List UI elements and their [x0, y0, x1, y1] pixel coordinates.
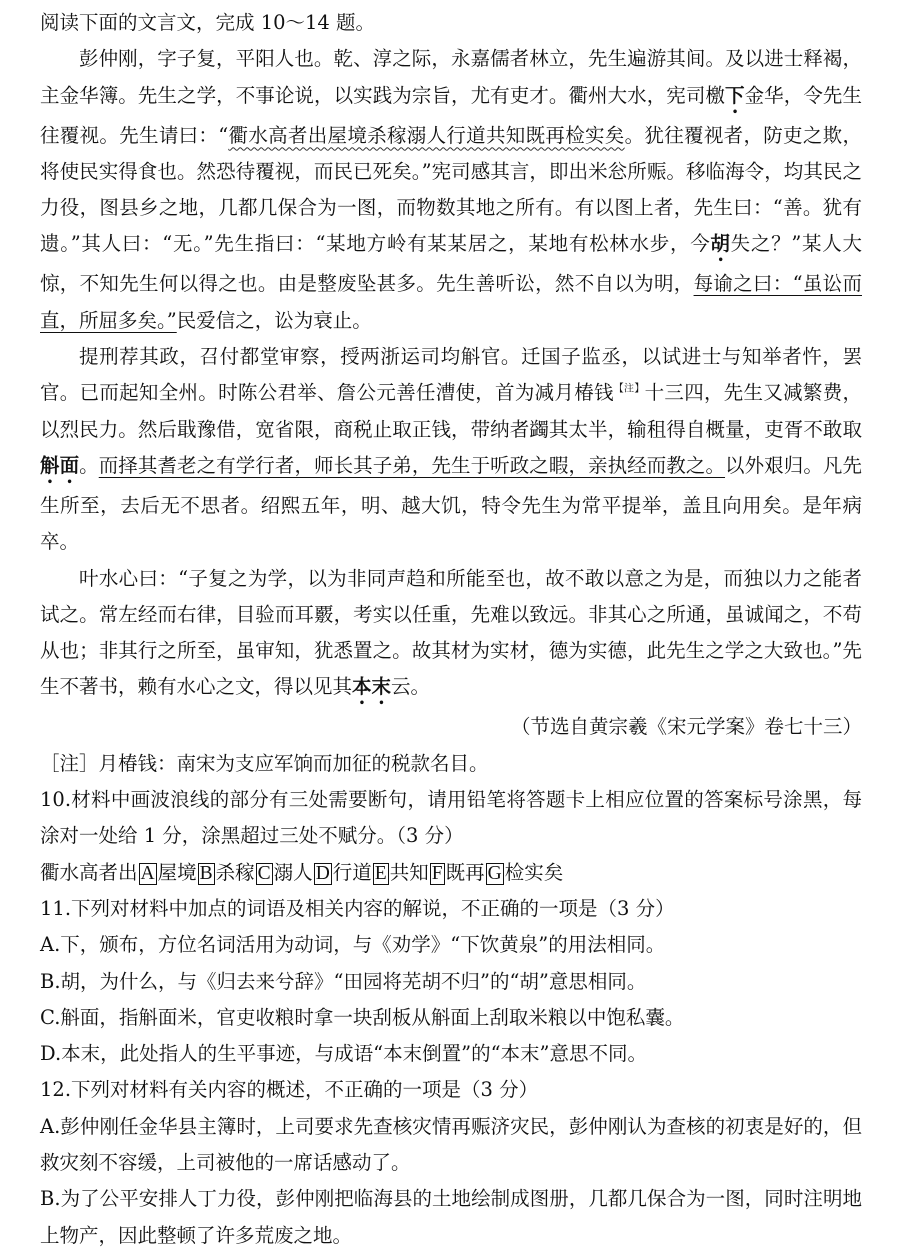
passage-paragraph-1: [40, 41, 862, 339]
answer-box-g[interactable]: G: [487, 862, 502, 884]
question-11-stem: 11.下列对材料中加点的词语及相关内容的解说，不正确的一项是（3 分）: [40, 896, 675, 920]
p1-text-a: 彭仲刚，字子复，平阳人也。乾、淳之际，永嘉儒者林立，先生遍游其间。及以进士释褐，主金华簿。先生之学，不事论说，以实践为宗旨，尤有吏才。衢州大水，宪司檄: [40, 47, 862, 107]
question-11-option-c: C.斛面，指斛面米，官吏收粮时拿一块刮板从斛面上刮取米粮以中饱私囊。: [40, 1005, 685, 1029]
question-12-option-a: A.彭仲刚任金华县主簿时，上司要求先查核灾情再赈济灾民，彭仲刚认为查核的初衷是好的，但救灾刻不容缓，上司被他的一席话感动了。: [40, 1114, 862, 1175]
dotted-word-benmo: 本末: [352, 675, 392, 699]
p2-text-c: 。: [79, 453, 99, 477]
question-11-option-b: B.胡，为什么，与《归去来兮辞》“田园将芜胡不归”的“胡”意思相同。: [40, 969, 647, 993]
underlined-sentence-1: 每谕之曰：“虽讼而直，所屈多矣。”: [40, 272, 862, 332]
p2-text-a: 提刑荐其政，召付都堂审察，授两浙运司均斛官。迁国子监丞，以试进士与知举者忤，罢官。已而起知全州。时陈公君举、詹公元善任漕使，首为减月椿钱: [40, 345, 862, 405]
dotted-word-hu: 胡: [710, 232, 731, 256]
passage-paragraph-2: [40, 339, 862, 560]
reading-instruction: 阅读下面的文言文，完成 10～14 题。: [40, 11, 376, 34]
answer-box-e[interactable]: E: [374, 862, 387, 884]
answer-box-d[interactable]: D: [315, 862, 330, 884]
p2-text-d: 以外艰归。凡先生所至，去后无不思者。绍熙五年，明、越大饥，特令先生为常平提举，盖且向用矣。是年病卒。: [40, 453, 862, 554]
segment: 既再: [445, 860, 485, 884]
exam-page: [40, 0, 862, 1254]
p1-text-d: 失之？”某人大惊，不知先生何以得之也。由是整废坠甚多。先生善听讼，然不自以为明，: [40, 232, 862, 296]
p2-text-b: 十三四，先生又减繁费，以烈民力。然后戢豫借，宽省限，商税止取正钱，带纳者蠲其太半，输租得自概量，吏胥不敢取: [40, 381, 862, 441]
answer-box-f[interactable]: F: [431, 862, 443, 884]
underlined-sentence-2: 而择其耆老之有学行者，师长其子弟，先生于听政之暇，亲执经而教之。: [98, 453, 726, 477]
question-10-segments: [40, 855, 862, 891]
question-10-stem: 10.材料中画波浪线的部分有三处需要断句，请用铅笔将答题卡上相应位置的答案标号涂黑，每涂对一处给 1 分，涂黑超过三处不赋分。（3 分）: [40, 788, 862, 848]
segment: 行道: [332, 860, 372, 884]
question-12-stem: 12.下列对材料有关内容的概述，不正确的一项是（3 分）: [40, 1078, 539, 1102]
segment: 溺人: [273, 860, 313, 884]
question-11-option-a: A.下，颁布，方位名词活用为动词，与《劝学》“下饮黄泉”的用法相同。: [40, 933, 666, 957]
passage-paragraph-3: [40, 561, 862, 710]
p3-text-a: 叶水心曰：“子复之为学，以为非同声趋和所能至也，故不敢以意之为是，而独以力之能者试之。常左经而右律，目验而耳覈，考实以任重，先难以致远。非其心之所通，虽诚闻之，不苟从也；非其行之所至，虽审知，犹悉置之。故其材为实材，德为实德，此先生之学之大致也。”先生不著书，赖有水心之文，得以见其: [40, 566, 862, 699]
answer-box-b[interactable]: B: [199, 862, 213, 884]
segment: 杀稼: [215, 860, 255, 884]
p1-text-e: 民爱信之，讼为衰止。: [176, 308, 372, 332]
segment: 检实矣: [504, 860, 564, 884]
dotted-word-xia: 下: [725, 83, 745, 107]
segment: 衢水高者出: [40, 860, 138, 884]
footnote: ［注］月椿钱：南宋为支应军饷而加征的税款名目。: [40, 751, 489, 775]
note-marker: 【注】: [613, 383, 645, 395]
segment: 共知: [389, 860, 429, 884]
p3-text-b: 云。: [391, 675, 431, 699]
p1-text-b: 金华，令先生往覆视。先生请曰：“: [40, 83, 862, 147]
question-11-option-d: D.本末，此处指人的生平事迹，与成语“本末倒置”的“本末”意思不同。: [40, 1042, 648, 1066]
answer-box-c[interactable]: C: [257, 862, 271, 884]
segment: 屋境: [157, 860, 197, 884]
wavy-underlined-sentence: 衢水高者出屋境杀稼溺人行道共知既再检实矣: [228, 123, 625, 147]
dotted-word-humian: 斛面: [40, 453, 80, 477]
question-12-option-b: B.为了公平安排人丁力役，彭仲刚把临海县的土地绘制成图册，几都几保合为一图，同时注明地上物产，因此整顿了许多荒废之地。: [40, 1187, 862, 1247]
source-citation: （节选自黄宗羲《宋元学案》卷七十三）: [510, 715, 862, 739]
answer-box-a[interactable]: A: [140, 862, 155, 884]
p1-text-c: 。犹往覆视者，防吏之欺，将使民实得食也。然恐待覆视，而民已死矣。”宪司感其言，即出米忩所赈。移临海令，均其民之力役，图县乡之地，几都几保合为一图，而物数其地之所有。有以图上者，先生曰：“善。犹有遗。”其人曰：“无。”先生指曰：“某地方岭有某某居之，某地有松林水步，今: [40, 123, 862, 256]
